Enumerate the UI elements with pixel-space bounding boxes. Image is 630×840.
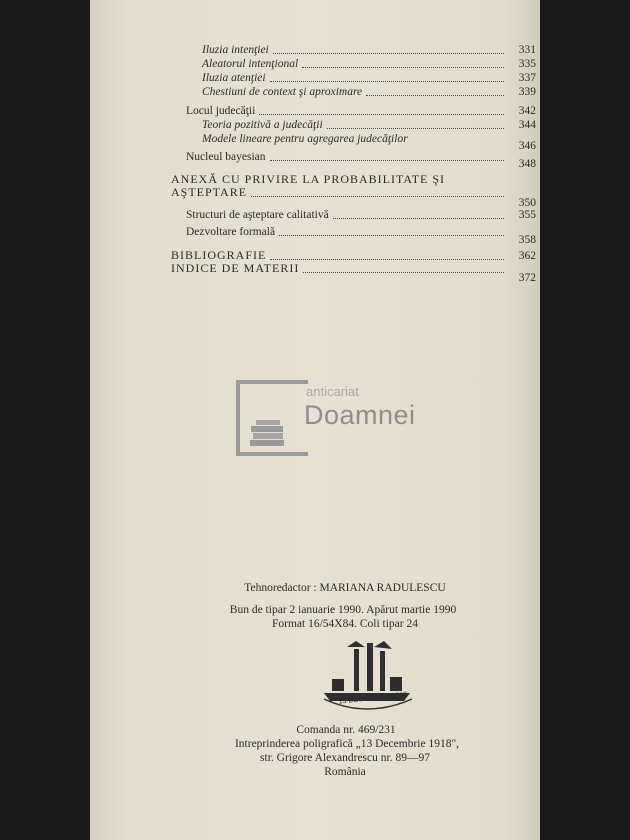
toc-entry	[202, 85, 536, 99]
leader-dots	[366, 86, 504, 96]
book-page	[90, 0, 540, 840]
toc-entry-label: BIBLIOGRAFIE	[171, 248, 267, 262]
colophon-tehno	[90, 581, 540, 595]
watermark-small-text: anticariat	[306, 384, 359, 399]
leader-dots	[302, 58, 504, 68]
toc-entry-page: 372	[518, 272, 536, 284]
toc-entry-label: Locul judecăţii	[186, 105, 256, 117]
toc-entry-page: 362	[518, 250, 536, 262]
toc-entry-label: Structuri de aşteptare calitativă	[186, 209, 329, 221]
leader-dots	[251, 187, 504, 197]
leader-dots	[273, 44, 504, 54]
toc-entry-label: Chestiuni de context şi aproximare	[202, 86, 363, 98]
emblem-text: 13 DECEMBRIE 1918	[338, 691, 408, 706]
toc-entry-page: 358	[518, 234, 536, 246]
watermark-big-text: Doamnei	[304, 400, 416, 430]
enterprise-line: Intreprinderea poligrafică „13 Decembrie 1918",	[234, 738, 460, 750]
toc-entry	[186, 208, 536, 222]
toc-entry-page: 335	[518, 58, 536, 70]
toc-entry	[171, 261, 536, 284]
leader-dots	[270, 151, 504, 161]
toc-entry-page: 346	[518, 140, 536, 152]
leader-dots	[327, 119, 504, 129]
toc-entry-page: 342	[518, 105, 536, 117]
leader-dots	[303, 263, 504, 273]
order-line: Comanda nr. 469/231	[296, 724, 396, 736]
leader-dots	[412, 134, 504, 143]
country-line: România	[324, 766, 366, 778]
toc-entry-page: 355	[518, 209, 536, 221]
leader-dots	[259, 105, 504, 115]
toc-entry-label: Iluzia intenţiei	[202, 44, 269, 56]
toc-entry-page: 339	[518, 86, 536, 98]
toc-entry-label: Teoria pozitivă a judecăţii	[202, 119, 323, 131]
toc-entry	[202, 71, 536, 85]
toc-entry-label: ANEXĂ CU PRIVIRE LA PROBABILITATE ŞI	[171, 172, 446, 186]
tehnoredactor-line: Tehnoredactor : MARIANA RADULESCU	[244, 582, 446, 594]
format-line: Format 16/54X84. Coli tipar 24	[272, 618, 418, 630]
colophon-print-info	[90, 603, 540, 631]
leader-dots	[279, 226, 504, 236]
toc-entry-label: Nucleul bayesian	[186, 151, 266, 163]
toc-entry-page: 350	[518, 197, 536, 209]
toc-entry	[186, 150, 536, 170]
toc-entry-label: Dezvoltare formală	[186, 226, 276, 238]
toc-entry-label: INDICE DE MATERII	[171, 261, 300, 275]
toc-entry-page: 331	[518, 44, 536, 56]
toc-entry	[186, 225, 536, 246]
leader-dots	[333, 209, 504, 219]
watermark-logo	[236, 380, 456, 460]
toc-entry-page: 348	[518, 158, 536, 170]
toc-entry-page: 344	[518, 119, 536, 131]
toc-entry	[186, 104, 536, 118]
toc-entry-label: Iluzia atenţiei	[202, 72, 266, 84]
toc-entry-label: Modele lineare pentru agregarea judecăţilor	[202, 133, 408, 145]
print-date-line: Bun de tipar 2 ianuarie 1990. Apărut martie 1990	[229, 604, 457, 616]
toc-entry	[202, 57, 536, 71]
toc-entry	[202, 118, 536, 132]
leader-dots	[270, 250, 504, 260]
books-icon	[250, 420, 290, 450]
toc-entry	[171, 185, 536, 209]
leader-dots	[270, 72, 504, 82]
colophon-printer	[90, 723, 540, 779]
address-line: str. Grigore Alexandrescu nr. 89—97	[260, 752, 430, 764]
toc-entry-label: AŞTEPTARE	[171, 185, 248, 199]
toc-entry	[202, 43, 536, 57]
toc-entry	[202, 132, 536, 152]
toc-entry	[171, 172, 536, 186]
toc-entry-label: Aleatorul intenţional	[202, 58, 299, 70]
toc-entry-page: 337	[518, 72, 536, 84]
